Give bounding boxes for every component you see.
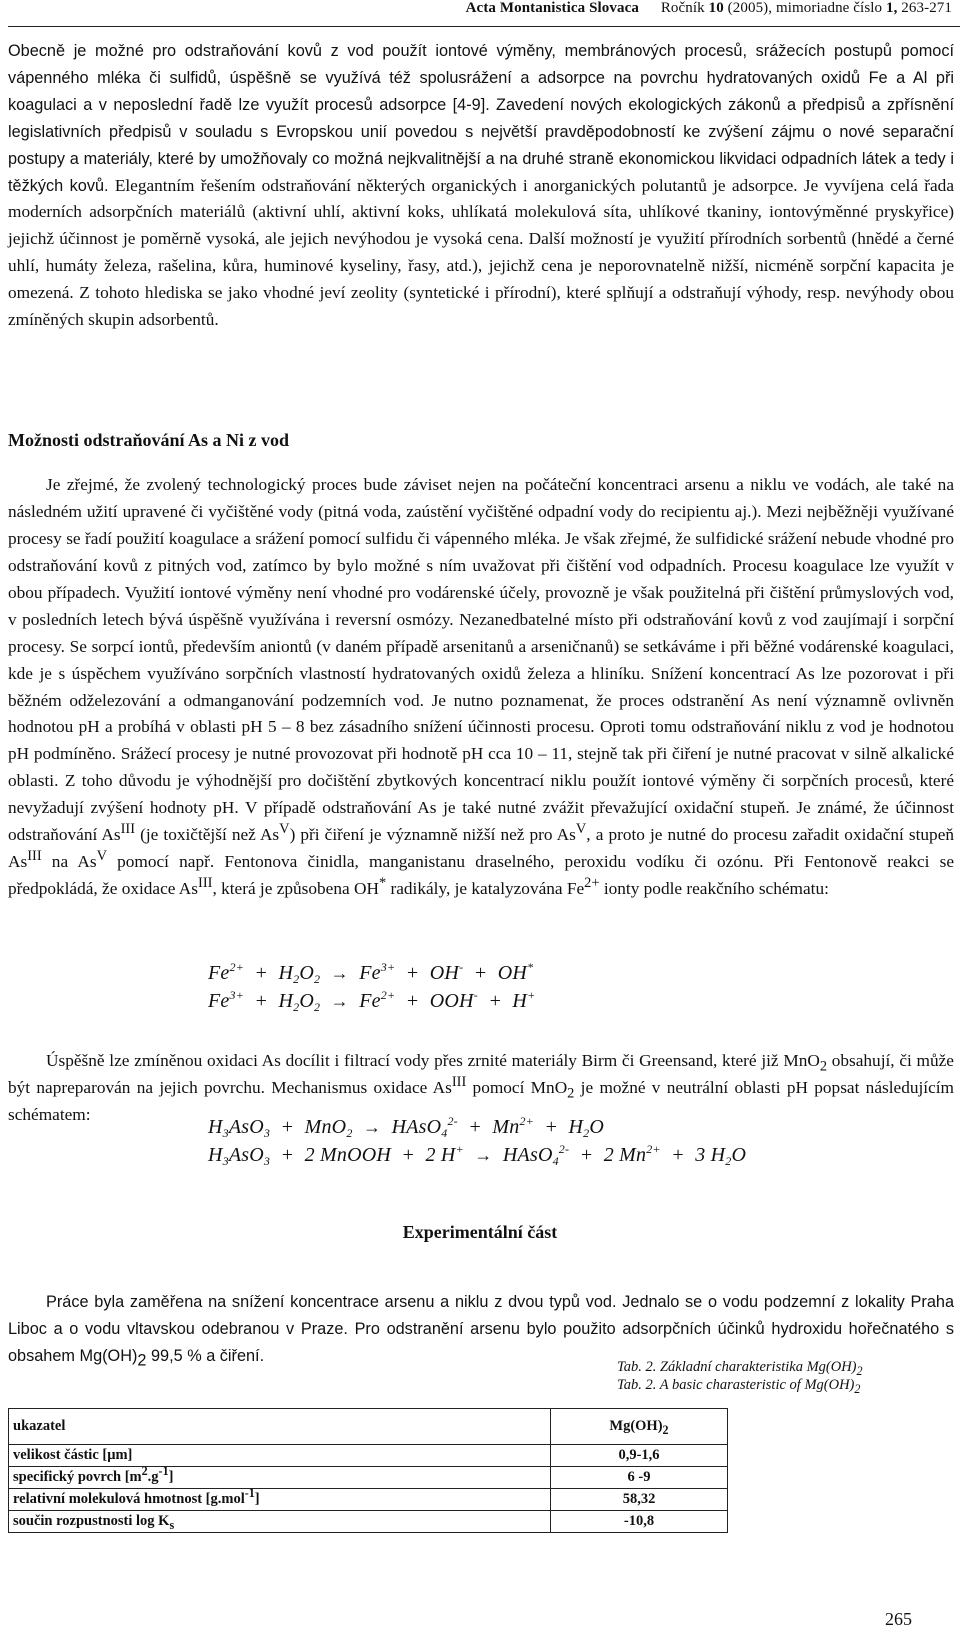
- fenton-equation-1: $Fe^{2+} + H_2O_2 \to Fe^{3+} + OH^- + OH^*$: [208, 960, 534, 986]
- table-header-row: [9, 1409, 728, 1445]
- table-row-label: relativní molekulová hmotnost [g.mol$^{-1}$]: [9, 1489, 551, 1511]
- section-paragraph: Je zřejmé, že zvolený technologický proces bude záviset nejen na počáteční koncentraci arsenu a niklu ve vodách, ale také na následném užití upravené či vyčištěné vody (pitná voda, zaústění vyčištěné odpadní vody do recipientu aj.). Mezi nejběžněji využívané procesy se řadí použití koagulace a srážení pomocí sulfidu či vápenného mléka. Je však zřejmé, že sulfidické srážení nebude vhodné pro odstraňování kovů z pitných vod, zatímco by bylo možné s ním uvažovat při čištění vod odpadních. Procesu koagulace lze využít v obou případech. Využití iontové výměny není vhodné pro vodárenské účely, provozně je však použitelná při čištění průmyslových vod, v posledních letech bývá úspěšně využívána i reversní osmózy. Nezanedbatelné místo při odstraňování kovů z vod zaujímají i sorpční procesy. Se sorpcí iontů, především aniontů (v daném případě arsenitanů a arseničnanů) se setkáváme i při běžné vodárenské koagulaci, kde je s úspěchem využíváno sorpčních vlastností hydratovaných oxidů železa a hliníku. Snížení koncentrací As lze pozorovat i při běžném odželezování a odmanganování podzemních vod. Je nutno poznamenat, že proces odstranění As není významně ovlivněn hodnotou pH a probíhá v oblasti pH 5 – 8 bez zásadního snížení účinnosti procesu. Oproti tomu odstraňování niklu z vod je hodnotou pH podmíněno. Srážecí procesy je nutné provozovat při hodnotě pH cca 10 – 11, stejně tak při čiření je nutné pracovat v silně alkalické oblasti. Z toho důvodu je výhodnější pro dočištění zbytkových koncentrací niklu použít iontové výměny či sorpčních procesů, které nevyžadují zvýšení hodnoty pH. V případě odstraňování As je také nutné zvážit převažující oxidační stupeň. Je známé, že účinnost odstraňování $As^{III}$ (je toxičtější než $As^V$) při čiření je významně nižší než pro $As^V$, a proto je nutné do procesu zařadit oxidační stupeň $As^{III}$ na $As^V$ pomocí např. Fentonova činidla, manganistanu draselného, peroxidu vodíku či ozónu. Při Fentonově reakci se předpokládá, že oxidace $As^{III}$, která je způsobena OH* radikály, je katalyzována $Fe^{2+}$ ionty podle reakčního schématu:: [8, 475, 955, 898]
- table-caption-en: Tab. 2. A basic charasteristic of $Mg(OH)_2$: [617, 1377, 861, 1396]
- running-header: [466, 0, 952, 17]
- table-row-label: velikost částic [μm]: [9, 1445, 551, 1467]
- table-row: [9, 1511, 728, 1533]
- table-row-label: součin rozpustnosti $\log K_s$: [9, 1511, 551, 1533]
- experimental-heading: Experimentální část: [402, 1222, 558, 1242]
- page-number: 265: [885, 1609, 912, 1629]
- intro-sentence-2: Zavedení nových ekologických zákonů a předpisů a zpřísnění legislativních předpisů v souladu s Evropskou unií povedou s největší pravděpodobností ke zvýšení zájmu o nové separační postupy a materiály, které by umožňovaly co možná nejkvalitnější a na druhé straně ekonomickou likvidaci odpadních látek a tedy i těžkých kovů.: [8, 95, 954, 195]
- table-row-value: 0,9-1,6: [551, 1445, 728, 1467]
- table-caption-cz: Tab. 2. Základní charakteristika $Mg(OH)_2$: [617, 1359, 863, 1378]
- table-header-mgoh2: $Mg(OH)_2$: [551, 1409, 728, 1445]
- mno2-equation-2: $H_3AsO_3 + 2$ MnOOH + 2 H+ → HAsO$_4^{2-}$ + 2 $Mn^{2+} + 3$ $H_2O$: [208, 1142, 747, 1168]
- table-row: [9, 1467, 728, 1489]
- table-row: [9, 1489, 728, 1511]
- table-row-label: specifický povrch $[m^2.g^{-1}]$: [9, 1467, 551, 1489]
- intro-paragraph: [8, 38, 954, 334]
- table-header-indicator: ukazatel: [9, 1409, 551, 1445]
- mno2-equation-1: $H_3AsO_3 + MnO_2$ → HAsO$_4^{2-}$ + $Mn^{2+} + H_2O$: [208, 1114, 604, 1140]
- mno2-paragraph: Úspěšně lze zmíněnou oxidaci As docílit i filtrací vody přes zrnité materiály Birm či Greensand, které již MnO$_2$ obsahují, či může být napreparován na jejich povrchu. Mechanismus oxidace $As^{III}$ pomocí MnO$_2$ je možné v neutrální oblasti pH popsat následujícím schématem:: [8, 1051, 954, 1125]
- experimental-paragraph: Práce byla zaměřena na snížení koncentrace arsenu a niklu z dvou typů vod. Jednalo se o vodu podzemní z lokality Praha Liboc a o vodu vltavskou odebranou v Praze. Pro odstranění arsenu bylo použito adsorpčních účinků hydroxidu hořečnatého s obsahem $Mg(OH)_2$ 99,5 % a čiření.: [8, 1293, 954, 1370]
- header-rule: [8, 26, 960, 27]
- table-row-value: 58,32: [551, 1489, 728, 1511]
- intro-sentence-1: Obecně je možné pro odstraňování kovů z vod použít iontové výměny, membránových procesů, srážecích postupů pomocí vápenného mléka či sulfidů, úspěšně se využívá též spolusrážení a adsorpce na povrchu hydratovaných oxidů Fe a Al při koagulaci a v neposlední řadě lze využít procesů adsorpce [4-9].: [8, 42, 954, 114]
- mgoh2-characteristics-table: [8, 1408, 728, 1533]
- journal-name: Acta Montanistica Slovaca: [465, 0, 639, 16]
- volume-info: Ročník 10 (2005), mimoriadne číslo 1, 263-271: [660, 0, 952, 16]
- table-row: [9, 1445, 728, 1467]
- intro-sentence-3: Elegantním řešením odstraňování některých organických i anorganických polutantů je adsorpce. Je vyvíjena celá řada moderních adsorpčních materiálů (aktivní uhlí, aktivní koks, uhlíkatá molekulová síta, uhlíkové tkaniny, iontovýměnné pryskyřice) jejichž účinnost je poměrně vysoká, ale jejich nevýhodou je vysoká cena. Další možností je využití přírodních sorbentů (hnědé a černé uhlí, humáty železa, rašelina, kůra, huminové kyseliny, řasy, atd.), jejichž cena je neporovnatelně nižší, nicméně sorpční kapacita je omezená. Z tohoto hlediska se jako vhodné jeví zeolity (syntetické i přírodní), které splňují a odstraňují výhody, resp. nevýhody obou zmíněných skupin adsorbentů.: [8, 175, 954, 330]
- table-row-value: -10,8: [551, 1511, 728, 1533]
- fenton-equation-2: $Fe^{3+} + H_2O_2 \to Fe^{2+} + OOH^- + H^+$: [208, 988, 536, 1014]
- table-row-value: 6 -9: [551, 1467, 728, 1489]
- section-heading-as-ni: Možnosti odstraňování As a Ni z vod: [8, 430, 290, 450]
